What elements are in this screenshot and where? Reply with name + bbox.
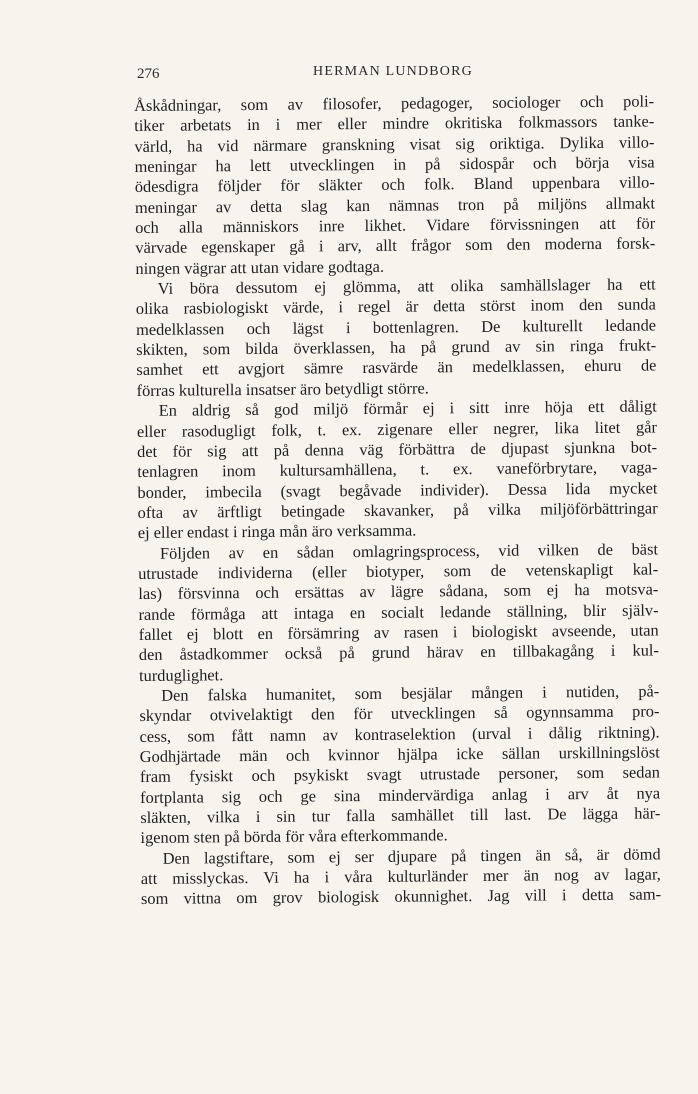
page-header — [137, 62, 649, 86]
text-line: Den lagstiftare, som ej ser djupare på tingen än så, är dömd — [162, 844, 661, 868]
text-line: ej eller endast i ringa mån äro verksamma. — [137, 520, 417, 543]
text-line: En aldrig så god miljö förmår ej i sitt inre höja ett dåligt — [158, 396, 657, 420]
text-line: igenom sten på börda för våra efterkommande. — [140, 825, 448, 848]
text-line: meningar ha lett utvecklingen in på sidospår och börja visa — [134, 152, 655, 177]
text-line: Godhjärtade män och kvinnor hjälpa icke sällan urskillningslöst — [139, 742, 660, 766]
text-line: utrustade individerna (eller biotyper, som de vetenskapligt kal- — [138, 559, 659, 583]
text-line: värld, ha vid närmare granskning visat sig oriktiga. Dylika villo- — [134, 132, 655, 156]
text-line: turduglighet. — [138, 664, 224, 685]
text-line: ödesdigra följder för släkter och folk. Bland uppenbara villo- — [134, 172, 655, 197]
text-line: Vi böra dessutom ej glömma, att olika samhällslager ha ett — [157, 274, 656, 298]
text-line: det för sig att på denna väg förbättra de djupast sjunkna bot- — [137, 437, 658, 461]
text-line: fram fysiskt och psykiskt svagt utrustade personer, som sedan — [139, 762, 661, 787]
text-line: värvade egenskaper gå i arv, allt frågor som den moderna forsk- — [135, 233, 656, 258]
text-line: släkten, vilka i sin tur falla samhället till last. De lägga här- — [140, 803, 661, 828]
text-line: tiker arbetats in i mer eller mindre okritiska folkmassors tanke- — [134, 111, 655, 136]
text-line: eller rasodugligt folk, t. ex. zigenare eller negrer, lika litet går — [136, 416, 657, 441]
text-line: Följden av en sådan omlagringsprocess, vid vilken de bäst — [159, 539, 659, 563]
text-line: las) försvinna och ersättas av lägre sådana, som ej ha motsva- — [138, 579, 659, 604]
body-text — [134, 91, 661, 909]
text-line: skyndar otvivelaktigt den för utvecklingen så ogynnsamma pro- — [139, 701, 660, 726]
text-line: cess, som fått namn av kontraselektion (urval i dålig riktning). — [139, 722, 660, 746]
text-line: medelklassen och lägst i bottenlagren. De kulturellt ledande — [135, 315, 657, 339]
text-line: bonder, imbecila (svagt begåvade individer). Dessa lida mycket — [137, 477, 658, 502]
text-line: förras kulturella insatser äro betydligt större. — [136, 378, 429, 400]
text-line: fallet ej blott en försämring av rasen i biologiskt avseende, utan — [138, 620, 659, 644]
text-line: olika rasbiologiskt värde, i regel är detta störst inom den sunda — [135, 294, 656, 319]
text-line: att misslyckas. Vi ha i våra kulturländer mer än nog av lagar, — [140, 864, 661, 889]
text-line: som vittna om grov biologisk okunnighet. Jag vill i detta sam- — [140, 884, 662, 909]
page-number: 276 — [137, 66, 160, 82]
text-line: ningen vägrar att utan vidare godtaga. — [135, 256, 385, 278]
text-line: den åstadkommer också på grund härav en tillbakagång i kul- — [138, 640, 659, 665]
running-head: HERMAN LUNDBORG — [313, 64, 473, 79]
text-line: ofta av ärftligt betingade skavanker, på vilka miljöförbättringar — [137, 498, 658, 522]
text-line: och alla människors inre likhet. Vidare förvissningen att för — [135, 213, 656, 238]
text-line: Åskådningar, som av filosofer, pedagoger, sociologer och poli- — [134, 91, 655, 115]
text-line: meningar av detta slag kan nämnas tron på miljöns allmakt — [134, 193, 656, 217]
text-line: rande förmåga att intaga en socialt ledande ställning, blir själv- — [138, 600, 659, 624]
text-line: fortplanta sig och ge sina mindervärdiga anlag i arv åt nya — [140, 783, 661, 807]
text-line: tenlagren inom kultursamhällena, t. ex. vaneförbrytare, vaga- — [137, 457, 658, 482]
text-line: samhet ett avgjort sämre rasvärde än medelklassen, ehuru de — [136, 355, 657, 380]
text-line: Den falska humanitet, som besjälar mången i nutiden, på- — [161, 681, 660, 705]
text-line: skikten, som bilda överklassen, ha på grund av sin ringa frukt- — [136, 335, 657, 360]
